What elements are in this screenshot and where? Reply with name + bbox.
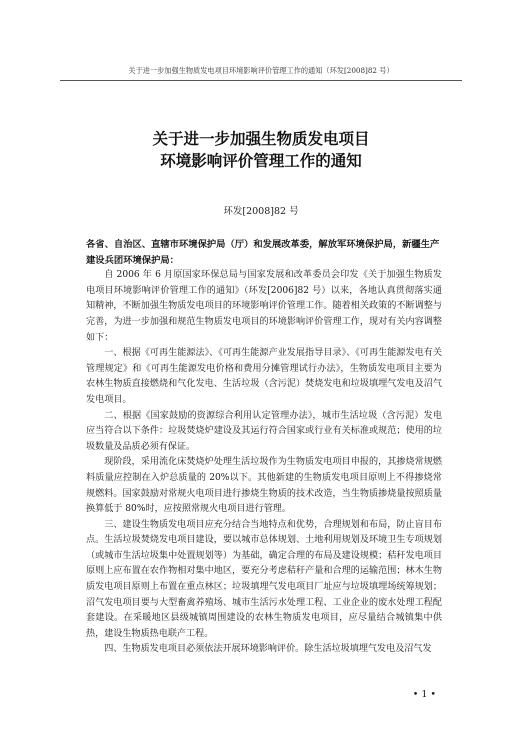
paragraph-3: 三、建设生物质发电项目应充分结合当地特点和优势，合理规划和布局，防止盲目布点。生活垃圾焚烧发电项目建设，要以城市总体规划、土地利用规划及环境卫生专项规划（或城市生活垃圾集中处置规划等）为基础，确定合理的布局及建设规模；秸秆发电项目原则上应布置在农作物相对集中地区，要充分考虑秸秆产量和合理的运输范围；林木生物质发电项目原则上布置在重点林区；垃圾填埋气发电项目厂址应与垃圾填埋场统筹规划；沼气发电项目要与大型畜禽养殖场、城市生活污水处理工程、工业企业的废水处理工程配套建设。在采暖地区县级城镇周围建设的农林生物质发电项目，应尽量结合城镇集中供热，建设生物质热电联产工程。 (86, 519, 442, 639)
paragraph-2: 二、根据《国家鼓励的资源综合利用认定管理办法》，城市生活垃圾（含污泥）发电应当符合以下条件：垃圾焚烧炉建设及其运行符合国家或行业有关标准或规范；使用的垃圾数量及品质必须有保证。 (86, 410, 442, 452)
running-header: 关于进一步加强生物质发电项目环境影响评价管理工作的通知（环发[2008]82 号） (60, 66, 462, 81)
document-number: 环发[2008]82 号 (223, 206, 299, 217)
paragraph-4: 四、生物质发电项目必须依法开展环境影响评价。除生活垃圾填埋气发电及沼气发 (104, 644, 432, 655)
paragraph-intro: 自 2006 年 6 月原国家环保总局与国家发展和改革委员会印发《关于加强生物质发电项目环境影响评价管理工作的通知》（环发[2006]82 号）以来，各地认真贯彻落实通知精神，不断加强生物质发电项目的环境影响评价管理工作。随着相关政策的不断调整与完善，为进一步加强和规范生物质发电项目的环境影响评价管理工作，现对有关内容调整如下： (86, 270, 442, 343)
recipients: 各省、自治区、直辖市环境保护局（厅）和发展改革委，解放军环境保护局，新疆生产建设兵团环境保护局： (86, 239, 440, 266)
paragraph-2-cont: 现阶段，采用流化床焚烧炉处理生活垃圾作为生物质发电项目申报的，其掺烧常规燃料质量应控制在入炉总质量的 20%以下。其他新建的生物质发电项目原则上不得掺烧常规燃料。国家鼓励对常规火电项目进行掺烧生物质的技术改造，当生物质掺烧量按照质量换算低于 80%时，应按照常规火电项目进行管理。 (86, 457, 442, 515)
paragraph-1: 一、根据《可再生能源法》、《可再生能源产业发展指导目录》、《可再生能源发电有关管理规定》和《可再生能源发电价格和费用分摊管理试行办法》，生物质发电项目主要为农林生物质直接燃烧和气化发电、生活垃圾（含污泥）焚烧发电和垃圾填埋气发电及沼气发电项目。 (86, 348, 442, 405)
document-body (86, 237, 442, 658)
document-title (0, 128, 522, 172)
title-line-2: 环境影响评价管理工作的通知 (160, 152, 362, 170)
title-line-1: 关于进一步加强生物质发电项目 (152, 130, 370, 148)
page-number: • 1 • (412, 689, 436, 700)
